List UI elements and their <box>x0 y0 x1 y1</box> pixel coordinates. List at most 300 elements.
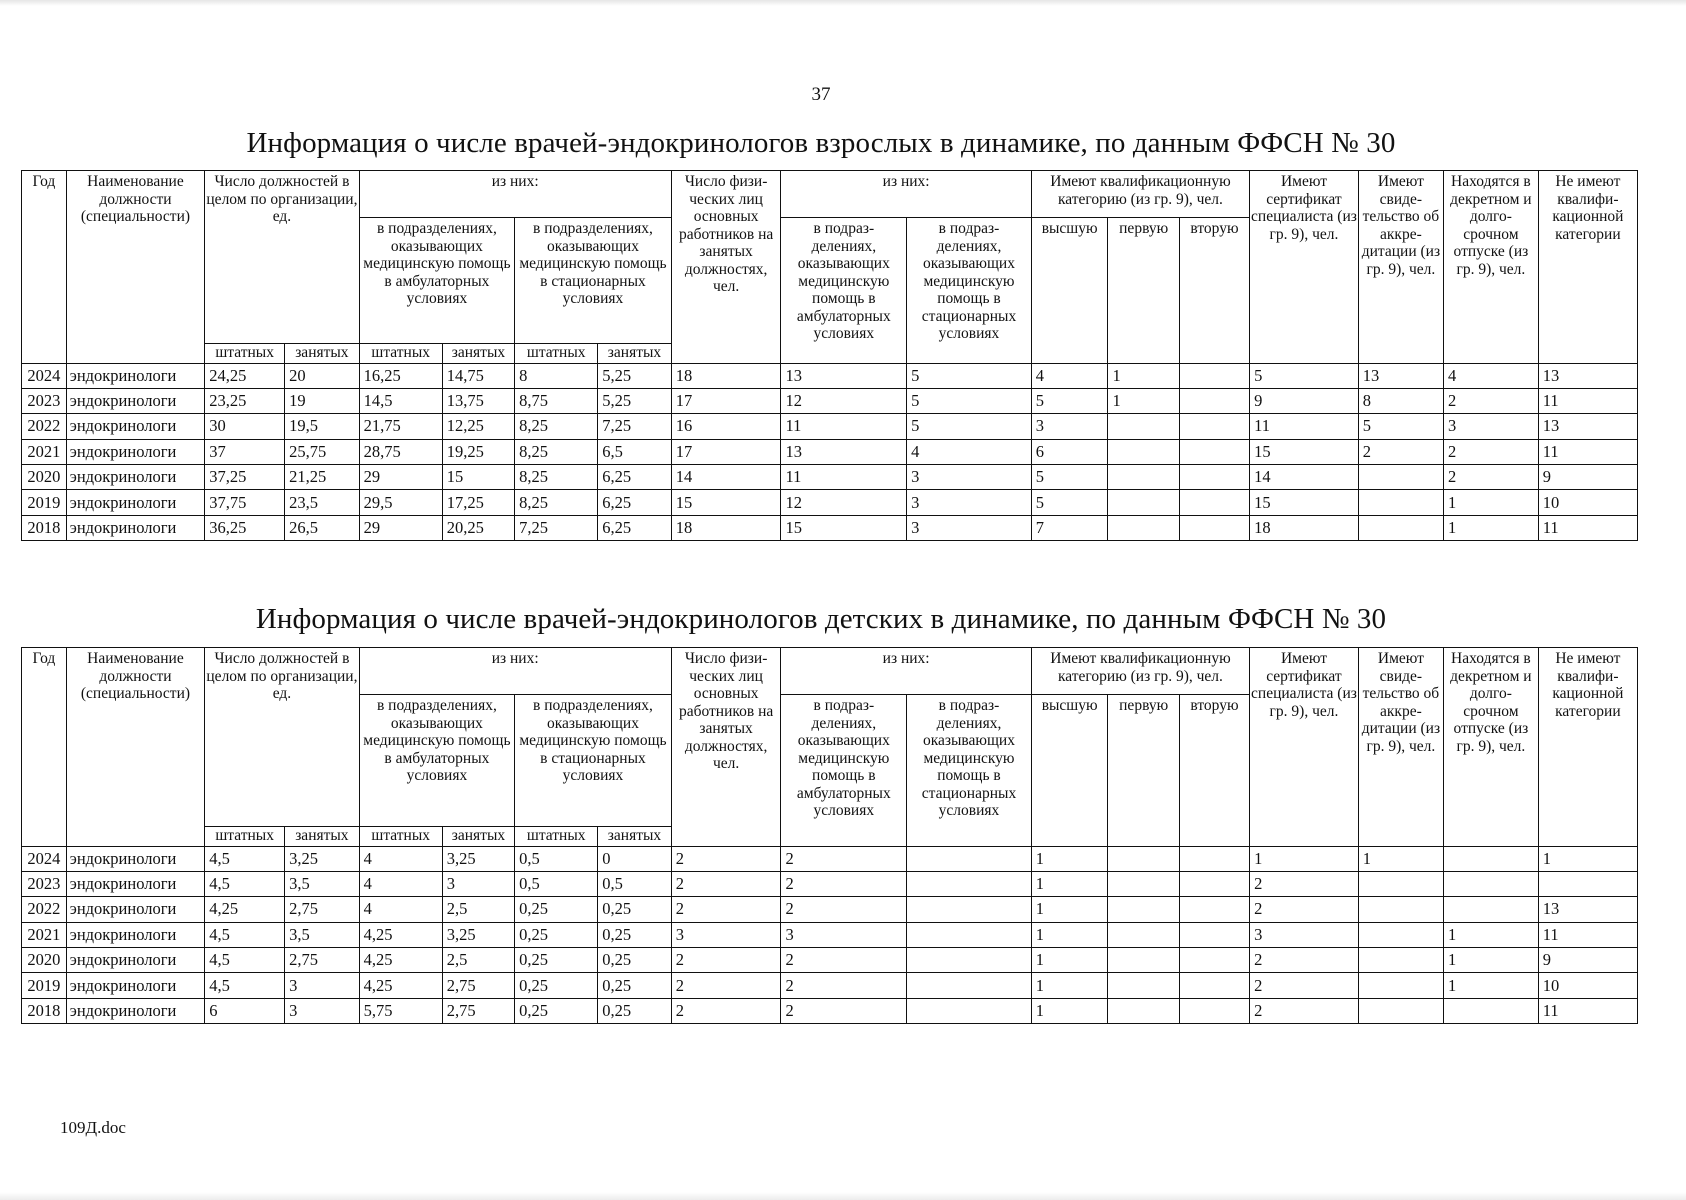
cell-persons-outpatient: 2 <box>781 998 907 1023</box>
header-occupied: занятых <box>598 827 672 847</box>
cell-pos-staff: 4,25 <box>205 897 285 922</box>
cell-leave: 1 <box>1444 515 1539 540</box>
cell-persons-inpatient: 3 <box>907 490 1032 515</box>
cell-position: эндокринологи <box>66 922 204 947</box>
cell-persons-main: 17 <box>671 388 781 413</box>
cell-certificate: 14 <box>1250 465 1359 490</box>
cell-out-occupied: 2,5 <box>442 897 514 922</box>
cell-in-staff: 0,5 <box>515 846 598 871</box>
header-year: Год <box>22 648 67 847</box>
cell-cat-first <box>1108 897 1179 922</box>
header-position: Наименование должности (специальности) <box>66 171 204 364</box>
cell-in-occupied: 0,25 <box>598 897 672 922</box>
table-row <box>22 973 1638 998</box>
cell-cat-highest: 4 <box>1031 363 1108 388</box>
scan-edge-bottom <box>0 1192 1686 1200</box>
cell-position: эндокринологи <box>66 515 204 540</box>
cell-position: эндокринологи <box>66 871 204 896</box>
cell-leave: 2 <box>1444 388 1539 413</box>
cell-no-category: 11 <box>1538 515 1637 540</box>
cell-persons-outpatient: 2 <box>781 973 907 998</box>
table-row <box>22 846 1638 871</box>
cell-cat-second <box>1179 490 1249 515</box>
cell-cat-highest: 1 <box>1031 922 1108 947</box>
cell-out-staff: 29,5 <box>359 490 442 515</box>
table-row <box>22 948 1638 973</box>
cell-leave: 3 <box>1444 414 1539 439</box>
cell-persons-inpatient <box>907 922 1032 947</box>
cell-cat-first: 1 <box>1108 388 1179 413</box>
footer-filename: 109Д.doc <box>60 1118 126 1137</box>
cell-no-category: 10 <box>1538 490 1637 515</box>
cell-no-category: 11 <box>1538 998 1637 1023</box>
header-staff: штатных <box>205 344 285 364</box>
cell-in-staff: 0,25 <box>515 998 598 1023</box>
cell-in-staff: 0,5 <box>515 871 598 896</box>
cell-in-occupied: 5,25 <box>598 363 672 388</box>
cell-persons-main: 2 <box>671 871 781 896</box>
cell-pos-occupied: 3,5 <box>285 871 360 896</box>
cell-accreditation <box>1358 897 1443 922</box>
cell-position: эндокринологи <box>66 465 204 490</box>
cell-cat-highest: 1 <box>1031 973 1108 998</box>
cell-cat-second <box>1179 465 1249 490</box>
cell-cat-first <box>1108 973 1179 998</box>
cell-year: 2021 <box>22 922 67 947</box>
cell-in-staff: 8,25 <box>515 439 598 464</box>
table-row <box>22 465 1638 490</box>
adult-endocrinologists-table <box>21 170 1638 541</box>
cell-cat-second <box>1179 363 1249 388</box>
cell-position: эндокринологи <box>66 388 204 413</box>
cell-pos-staff: 4,5 <box>205 922 285 947</box>
cell-persons-outpatient: 15 <box>781 515 907 540</box>
cell-cat-first <box>1108 948 1179 973</box>
header-staff: штатных <box>515 827 598 847</box>
cell-certificate: 3 <box>1250 922 1359 947</box>
cell-in-occupied: 0,5 <box>598 871 672 896</box>
cell-certificate: 9 <box>1250 388 1359 413</box>
cell-accreditation <box>1358 465 1443 490</box>
cell-no-category: 11 <box>1538 439 1637 464</box>
cell-persons-main: 14 <box>671 465 781 490</box>
cell-out-occupied: 3 <box>442 871 514 896</box>
cell-cat-second <box>1179 871 1249 896</box>
cell-pos-occupied: 3 <box>285 998 360 1023</box>
cell-cat-first: 1 <box>1108 363 1179 388</box>
cell-in-occupied: 0,25 <box>598 998 672 1023</box>
cell-pos-occupied: 25,75 <box>285 439 360 464</box>
cell-cat-first <box>1108 414 1179 439</box>
cell-cat-second <box>1179 414 1249 439</box>
cell-position: эндокринологи <box>66 414 204 439</box>
cell-accreditation: 8 <box>1358 388 1443 413</box>
header-persons-main: Число физи-ческих лиц основных работников на занятых должностях, чел. <box>671 648 781 847</box>
cell-persons-inpatient <box>907 998 1032 1023</box>
cell-cat-highest: 3 <box>1031 414 1108 439</box>
header-certificate: Имеют сертификат специалиста (из гр. 9), чел. <box>1250 171 1359 364</box>
header-persons-outpatient: в подраз-делениях, оказывающих медицинскую помощь в амбулаторных условиях <box>781 218 907 364</box>
cell-out-occupied: 14,75 <box>442 363 514 388</box>
cell-persons-main: 15 <box>671 490 781 515</box>
cell-persons-inpatient <box>907 973 1032 998</box>
cell-leave <box>1444 846 1539 871</box>
cell-in-staff: 0,25 <box>515 897 598 922</box>
header-position: Наименование должности (специальности) <box>66 648 204 847</box>
cell-year: 2018 <box>22 998 67 1023</box>
cell-certificate: 1 <box>1250 846 1359 871</box>
cell-persons-outpatient: 2 <box>781 871 907 896</box>
cell-position: эндокринологи <box>66 846 204 871</box>
cell-out-staff: 4 <box>359 897 442 922</box>
cell-cat-highest: 5 <box>1031 490 1108 515</box>
cell-in-occupied: 5,25 <box>598 388 672 413</box>
cell-pos-occupied: 3,5 <box>285 922 360 947</box>
header-positions-total: Число должностей в целом по организации, ед. <box>205 171 359 344</box>
cell-year: 2022 <box>22 897 67 922</box>
cell-pos-staff: 4,5 <box>205 846 285 871</box>
cell-cat-second <box>1179 846 1249 871</box>
table-row <box>22 897 1638 922</box>
cell-certificate: 2 <box>1250 948 1359 973</box>
header-persons-inpatient: в подраз-делениях, оказывающих медицинскую помощь в стационарных условиях <box>907 695 1032 847</box>
cell-out-staff: 4,25 <box>359 922 442 947</box>
cell-accreditation <box>1358 515 1443 540</box>
header-accreditation: Имеют свиде-тельство об аккре-дитации (из гр. 9), чел. <box>1358 171 1443 364</box>
cell-accreditation: 2 <box>1358 439 1443 464</box>
header-staff: штатных <box>205 827 285 847</box>
cell-out-occupied: 2,75 <box>442 973 514 998</box>
cell-persons-main: 16 <box>671 414 781 439</box>
cell-cat-highest: 1 <box>1031 846 1108 871</box>
cell-pos-occupied: 19,5 <box>285 414 360 439</box>
header-no-category: Не имеют квалифи-кационной категории <box>1538 171 1637 364</box>
cell-cat-second <box>1179 998 1249 1023</box>
cell-out-occupied: 2,5 <box>442 948 514 973</box>
cell-certificate: 5 <box>1250 363 1359 388</box>
cell-in-staff: 8 <box>515 363 598 388</box>
cell-cat-first <box>1108 846 1179 871</box>
header-persons-of-them: из них: <box>781 171 1031 218</box>
cell-in-staff: 8,25 <box>515 465 598 490</box>
cell-out-staff: 4 <box>359 846 442 871</box>
cell-year: 2018 <box>22 515 67 540</box>
cell-position: эндокринологи <box>66 998 204 1023</box>
cell-accreditation <box>1358 948 1443 973</box>
cell-pos-occupied: 20 <box>285 363 360 388</box>
cell-year: 2024 <box>22 846 67 871</box>
cell-cat-second <box>1179 948 1249 973</box>
cell-persons-main: 2 <box>671 846 781 871</box>
page-number: 37 <box>811 84 831 105</box>
header-outpatient-units: в подразделениях, оказывающих медицинскую помощь в амбулаторных условиях <box>359 218 515 344</box>
header-no-category: Не имеют квалифи-кационной категории <box>1538 648 1637 847</box>
header-qual-category: Имеют квалификационную категорию (из гр. 9), чел. <box>1031 648 1249 695</box>
cell-accreditation: 1 <box>1358 846 1443 871</box>
cell-in-staff: 0,25 <box>515 922 598 947</box>
cell-accreditation <box>1358 922 1443 947</box>
cell-position: эндокринологи <box>66 439 204 464</box>
cell-leave: 1 <box>1444 922 1539 947</box>
table-row <box>22 871 1638 896</box>
header-of-them: из них: <box>359 171 671 218</box>
cell-in-staff: 8,75 <box>515 388 598 413</box>
cell-out-staff: 5,75 <box>359 998 442 1023</box>
scan-edge-top <box>0 0 1686 6</box>
cell-pos-occupied: 26,5 <box>285 515 360 540</box>
cell-in-occupied: 6,5 <box>598 439 672 464</box>
cell-in-staff: 7,25 <box>515 515 598 540</box>
table-row <box>22 414 1638 439</box>
header-occupied: занятых <box>285 827 360 847</box>
cell-cat-highest: 1 <box>1031 897 1108 922</box>
cell-persons-inpatient: 3 <box>907 515 1032 540</box>
cell-persons-inpatient: 5 <box>907 363 1032 388</box>
cell-persons-main: 2 <box>671 998 781 1023</box>
header-accreditation: Имеют свиде-тельство об аккре-дитации (из гр. 9), чел. <box>1358 648 1443 847</box>
cell-in-staff: 8,25 <box>515 414 598 439</box>
cell-out-staff: 16,25 <box>359 363 442 388</box>
cell-persons-outpatient: 2 <box>781 948 907 973</box>
table-row <box>22 439 1638 464</box>
table-row <box>22 363 1638 388</box>
header-occupied: занятых <box>442 344 514 364</box>
cell-pos-staff: 36,25 <box>205 515 285 540</box>
cell-position: эндокринологи <box>66 490 204 515</box>
header-cat-second: вторую <box>1179 218 1249 364</box>
cell-year: 2019 <box>22 973 67 998</box>
table-row <box>22 515 1638 540</box>
cell-out-occupied: 12,25 <box>442 414 514 439</box>
cell-pos-occupied: 21,25 <box>285 465 360 490</box>
cell-out-occupied: 20,25 <box>442 515 514 540</box>
cell-persons-inpatient: 4 <box>907 439 1032 464</box>
header-inpatient-units: в подразделениях, оказывающих медицинскую помощь в стационарных условиях <box>515 218 672 344</box>
cell-year: 2021 <box>22 439 67 464</box>
cell-persons-main: 3 <box>671 922 781 947</box>
cell-pos-staff: 37 <box>205 439 285 464</box>
cell-pos-staff: 23,25 <box>205 388 285 413</box>
header-leave: Находятся в декретном и долго-срочном отпуске (из гр. 9), чел. <box>1444 648 1539 847</box>
table-title-children: Информация о числе врачей-эндокринологов детских в динамике, по данным ФФСН № 30 <box>255 603 1387 635</box>
cell-year: 2024 <box>22 363 67 388</box>
cell-persons-outpatient: 11 <box>781 465 907 490</box>
cell-year: 2020 <box>22 948 67 973</box>
cell-persons-outpatient: 12 <box>781 388 907 413</box>
header-persons-main: Число физи-ческих лиц основных работников на занятых должностях, чел. <box>671 171 781 364</box>
cell-year: 2020 <box>22 465 67 490</box>
header-leave: Находятся в декретном и долго-срочном отпуске (из гр. 9), чел. <box>1444 171 1539 364</box>
cell-position: эндокринологи <box>66 948 204 973</box>
cell-cat-first <box>1108 439 1179 464</box>
cell-certificate: 15 <box>1250 490 1359 515</box>
cell-pos-occupied: 3 <box>285 973 360 998</box>
cell-persons-outpatient: 11 <box>781 414 907 439</box>
cell-pos-occupied: 23,5 <box>285 490 360 515</box>
cell-leave: 1 <box>1444 948 1539 973</box>
cell-leave: 1 <box>1444 490 1539 515</box>
cell-no-category: 10 <box>1538 973 1637 998</box>
header-staff: штатных <box>359 827 442 847</box>
cell-out-occupied: 15 <box>442 465 514 490</box>
cell-cat-highest: 1 <box>1031 998 1108 1023</box>
header-staff: штатных <box>515 344 598 364</box>
cell-out-staff: 14,5 <box>359 388 442 413</box>
table-row <box>22 998 1638 1023</box>
cell-in-occupied: 0 <box>598 846 672 871</box>
table-row <box>22 490 1638 515</box>
header-positions-total: Число должностей в целом по организации, ед. <box>205 648 359 827</box>
cell-pos-staff: 4,5 <box>205 973 285 998</box>
header-persons-outpatient: в подраз-делениях, оказывающих медицинскую помощь в амбулаторных условиях <box>781 695 907 847</box>
cell-in-staff: 0,25 <box>515 948 598 973</box>
cell-persons-main: 18 <box>671 363 781 388</box>
cell-persons-inpatient <box>907 846 1032 871</box>
cell-pos-occupied: 3,25 <box>285 846 360 871</box>
cell-pos-staff: 24,25 <box>205 363 285 388</box>
cell-persons-inpatient: 5 <box>907 388 1032 413</box>
cell-leave <box>1444 998 1539 1023</box>
cell-cat-highest: 1 <box>1031 948 1108 973</box>
cell-certificate: 2 <box>1250 973 1359 998</box>
cell-accreditation <box>1358 871 1443 896</box>
cell-certificate: 18 <box>1250 515 1359 540</box>
cell-in-occupied: 7,25 <box>598 414 672 439</box>
cell-no-category: 1 <box>1538 846 1637 871</box>
cell-position: эндокринологи <box>66 973 204 998</box>
cell-pos-staff: 37,75 <box>205 490 285 515</box>
cell-in-occupied: 6,25 <box>598 490 672 515</box>
cell-out-staff: 21,75 <box>359 414 442 439</box>
header-cat-highest: высшую <box>1031 218 1108 364</box>
header-occupied: занятых <box>285 344 360 364</box>
cell-no-category: 13 <box>1538 897 1637 922</box>
table-row <box>22 922 1638 947</box>
cell-persons-inpatient <box>907 871 1032 896</box>
cell-no-category: 11 <box>1538 388 1637 413</box>
cell-year: 2019 <box>22 490 67 515</box>
cell-persons-outpatient: 13 <box>781 439 907 464</box>
cell-out-occupied: 3,25 <box>442 846 514 871</box>
header-cat-first: первую <box>1108 218 1179 364</box>
cell-out-staff: 4,25 <box>359 948 442 973</box>
cell-accreditation <box>1358 490 1443 515</box>
header-occupied: занятых <box>442 827 514 847</box>
cell-leave <box>1444 871 1539 896</box>
cell-pos-staff: 4,5 <box>205 871 285 896</box>
cell-cat-first <box>1108 490 1179 515</box>
cell-persons-outpatient: 13 <box>781 363 907 388</box>
cell-leave: 4 <box>1444 363 1539 388</box>
header-qual-category: Имеют квалификационную категорию (из гр. 9), чел. <box>1031 171 1249 218</box>
cell-cat-second <box>1179 922 1249 947</box>
cell-persons-outpatient: 2 <box>781 846 907 871</box>
cell-certificate: 15 <box>1250 439 1359 464</box>
cell-cat-highest: 7 <box>1031 515 1108 540</box>
cell-cat-first <box>1108 515 1179 540</box>
cell-leave: 2 <box>1444 465 1539 490</box>
cell-in-occupied: 6,25 <box>598 465 672 490</box>
cell-cat-highest: 6 <box>1031 439 1108 464</box>
cell-persons-main: 2 <box>671 897 781 922</box>
cell-year: 2023 <box>22 871 67 896</box>
header-cat-highest: высшую <box>1031 695 1108 847</box>
header-year: Год <box>22 171 67 364</box>
cell-no-category <box>1538 871 1637 896</box>
cell-in-occupied: 0,25 <box>598 973 672 998</box>
header-inpatient-units: в подразделениях, оказывающих медицинскую помощь в стационарных условиях <box>515 695 672 827</box>
cell-persons-inpatient: 3 <box>907 465 1032 490</box>
cell-persons-main: 17 <box>671 439 781 464</box>
cell-cat-first <box>1108 922 1179 947</box>
cell-accreditation <box>1358 998 1443 1023</box>
cell-out-occupied: 13,75 <box>442 388 514 413</box>
cell-certificate: 2 <box>1250 897 1359 922</box>
table-title-adults: Информация о числе врачей-эндокринологов взрослых в динамике, по данным ФФСН № 30 <box>246 127 1396 159</box>
cell-persons-outpatient: 2 <box>781 897 907 922</box>
header-persons-inpatient: в подраз-делениях, оказывающих медицинскую помощь в стационарных условиях <box>907 218 1032 364</box>
cell-in-staff: 8,25 <box>515 490 598 515</box>
header-cat-first: первую <box>1108 695 1179 847</box>
cell-out-occupied: 17,25 <box>442 490 514 515</box>
header-staff: штатных <box>359 344 442 364</box>
cell-persons-main: 2 <box>671 973 781 998</box>
cell-cat-second <box>1179 388 1249 413</box>
cell-out-staff: 4,25 <box>359 973 442 998</box>
cell-in-occupied: 0,25 <box>598 948 672 973</box>
cell-in-occupied: 6,25 <box>598 515 672 540</box>
cell-in-occupied: 0,25 <box>598 922 672 947</box>
cell-out-staff: 28,75 <box>359 439 442 464</box>
cell-persons-outpatient: 3 <box>781 922 907 947</box>
cell-persons-outpatient: 12 <box>781 490 907 515</box>
cell-pos-staff: 30 <box>205 414 285 439</box>
cell-accreditation: 5 <box>1358 414 1443 439</box>
cell-pos-occupied: 2,75 <box>285 897 360 922</box>
header-certificate: Имеют сертификат специалиста (из гр. 9), чел. <box>1250 648 1359 847</box>
cell-no-category: 13 <box>1538 414 1637 439</box>
cell-no-category: 11 <box>1538 922 1637 947</box>
header-occupied: занятых <box>598 344 672 364</box>
cell-no-category: 13 <box>1538 363 1637 388</box>
cell-accreditation <box>1358 973 1443 998</box>
cell-pos-staff: 37,25 <box>205 465 285 490</box>
cell-out-occupied: 2,75 <box>442 998 514 1023</box>
cell-out-staff: 29 <box>359 465 442 490</box>
cell-cat-highest: 5 <box>1031 465 1108 490</box>
cell-persons-inpatient: 5 <box>907 414 1032 439</box>
cell-position: эндокринологи <box>66 897 204 922</box>
cell-cat-second <box>1179 439 1249 464</box>
cell-cat-first <box>1108 465 1179 490</box>
cell-position: эндокринологи <box>66 363 204 388</box>
cell-cat-second <box>1179 897 1249 922</box>
child-endocrinologists-table <box>21 647 1638 1024</box>
cell-out-occupied: 19,25 <box>442 439 514 464</box>
cell-out-staff: 29 <box>359 515 442 540</box>
cell-no-category: 9 <box>1538 948 1637 973</box>
cell-leave <box>1444 897 1539 922</box>
cell-cat-second <box>1179 515 1249 540</box>
cell-accreditation: 13 <box>1358 363 1443 388</box>
cell-pos-staff: 4,5 <box>205 948 285 973</box>
cell-out-occupied: 3,25 <box>442 922 514 947</box>
cell-certificate: 2 <box>1250 871 1359 896</box>
cell-cat-first <box>1108 998 1179 1023</box>
cell-persons-main: 2 <box>671 948 781 973</box>
cell-cat-first <box>1108 871 1179 896</box>
cell-cat-highest: 5 <box>1031 388 1108 413</box>
